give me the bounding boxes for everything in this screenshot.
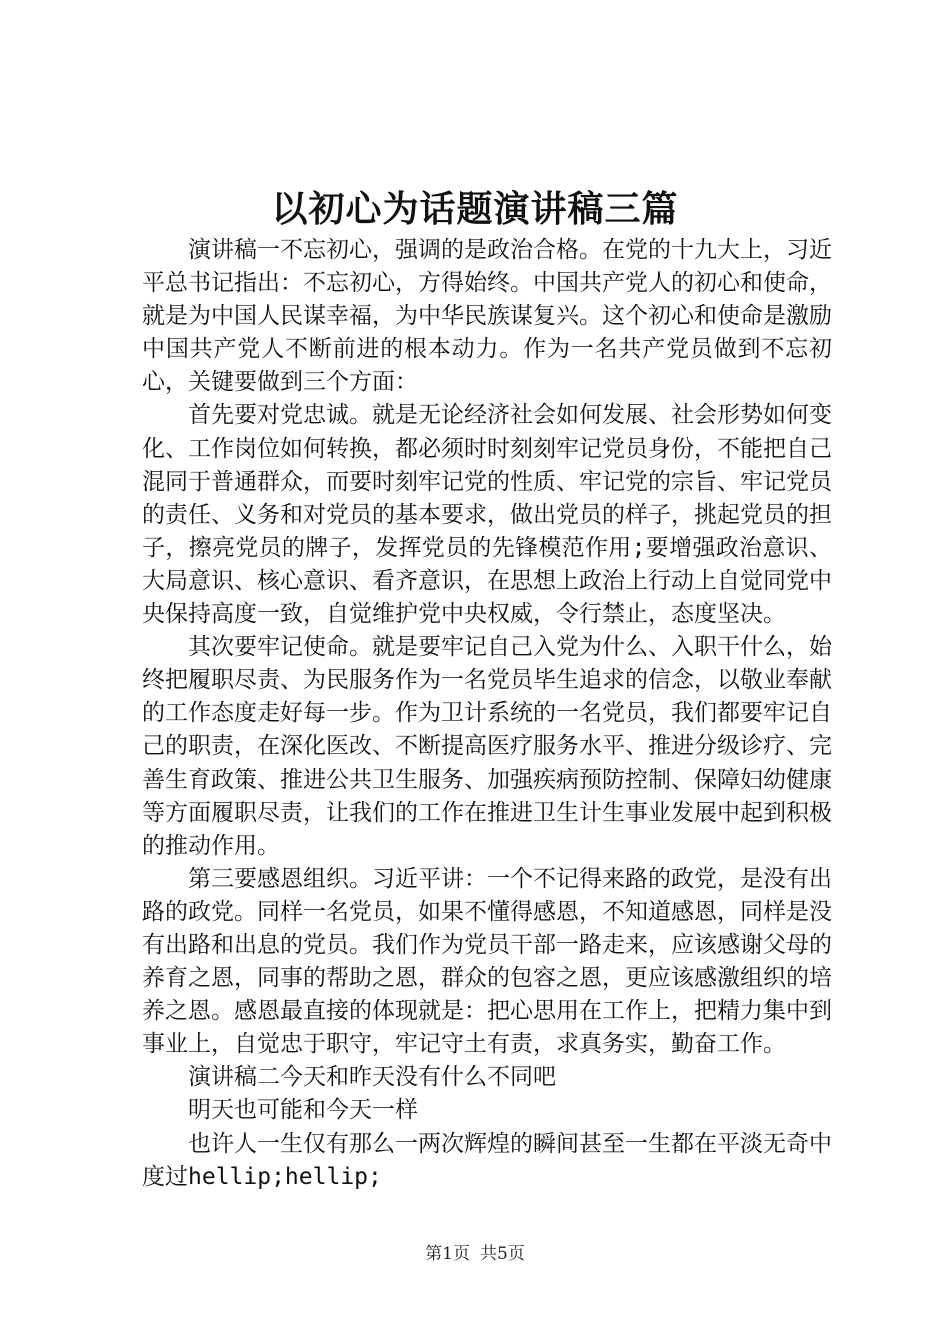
document-body bbox=[142, 234, 832, 1194]
paragraph-4: 第三要感恩组织。习近平讲：一个不记得来路的政党，是没有出路的政党。同样一名党员，如果不懂得感恩，不知道感恩，同样是没有出路和出息的党员。我们作为党员干部一路走来，应该感谢父母的养育之恩，同事的帮助之恩，群众的包容之恩，更应该感激组织的培养之恩。感恩最直接的体现就是：把心思用在工作上，把精力集中到事业上，自觉忠于职守，牢记守土有责，求真务实，勤奋工作。 bbox=[142, 865, 832, 1058]
page-footer bbox=[0, 1242, 950, 1266]
document-title: 以初心为话题演讲稿三篇 bbox=[271, 188, 679, 230]
paragraph-6: 明天也可能和今天一样 bbox=[188, 1097, 418, 1124]
page-total: 共5页 bbox=[480, 1244, 525, 1264]
paragraph-5: 演讲稿二今天和昨天没有什么不同吧 bbox=[188, 1064, 556, 1091]
paragraph-3: 其次要牢记使命。就是要牢记自己入党为什么、入职干什么，始终把履职尽责、为民服务作为一名党员毕生追求的信念，以敬业奉献的工作态度走好每一步。作为卫计系统的一名党员，我们都要牢记自己的职责，在深化医改、不断提高医疗服务水平、推进分级诊疗、完善生育政策、推进公共卫生服务、加强疾病预防控制、保障妇幼健康等方面履职尽责，让我们的工作在推进卫生计生事业发展中起到积极的推动作用。 bbox=[142, 634, 832, 859]
paragraph-1: 演讲稿一不忘初心，强调的是政治合格。在党的十九大上，习近平总书记指出：不忘初心，方得始终。中国共产党人的初心和使命，就是为中国人民谋幸福，为中华民族谋复兴。这个初心和使命是激励中国共产党人不断前进的根本动力。作为一名共产党员做到不忘初心，关键要做到三个方面： bbox=[142, 237, 832, 396]
paragraph-2: 首先要对党忠诚。就是无论经济社会如何发展、社会形势如何变化、工作岗位如何转换，都必须时时刻刻牢记党员身份，不能把自己混同于普通群众，而要时刻牢记党的性质、牢记党的宗旨、牢记党员的责任、义务和对党员的基本要求，做出党员的样子，挑起党员的担子，擦亮党员的牌子，发挥党员的先锋模范作用;要增强政治意识、大局意识、核心意识、看齐意识，在思想上政治上行动上自觉同党中央保持高度一致，自觉维护党中央权威，令行禁止，态度坚决。 bbox=[142, 402, 832, 628]
paragraph-7: 也许人一生仅有那么一两次辉煌的瞬间甚至一生都在平淡无奇中度过hellip;hellip; bbox=[142, 1130, 832, 1190]
page-number: 第1页 bbox=[425, 1244, 470, 1264]
